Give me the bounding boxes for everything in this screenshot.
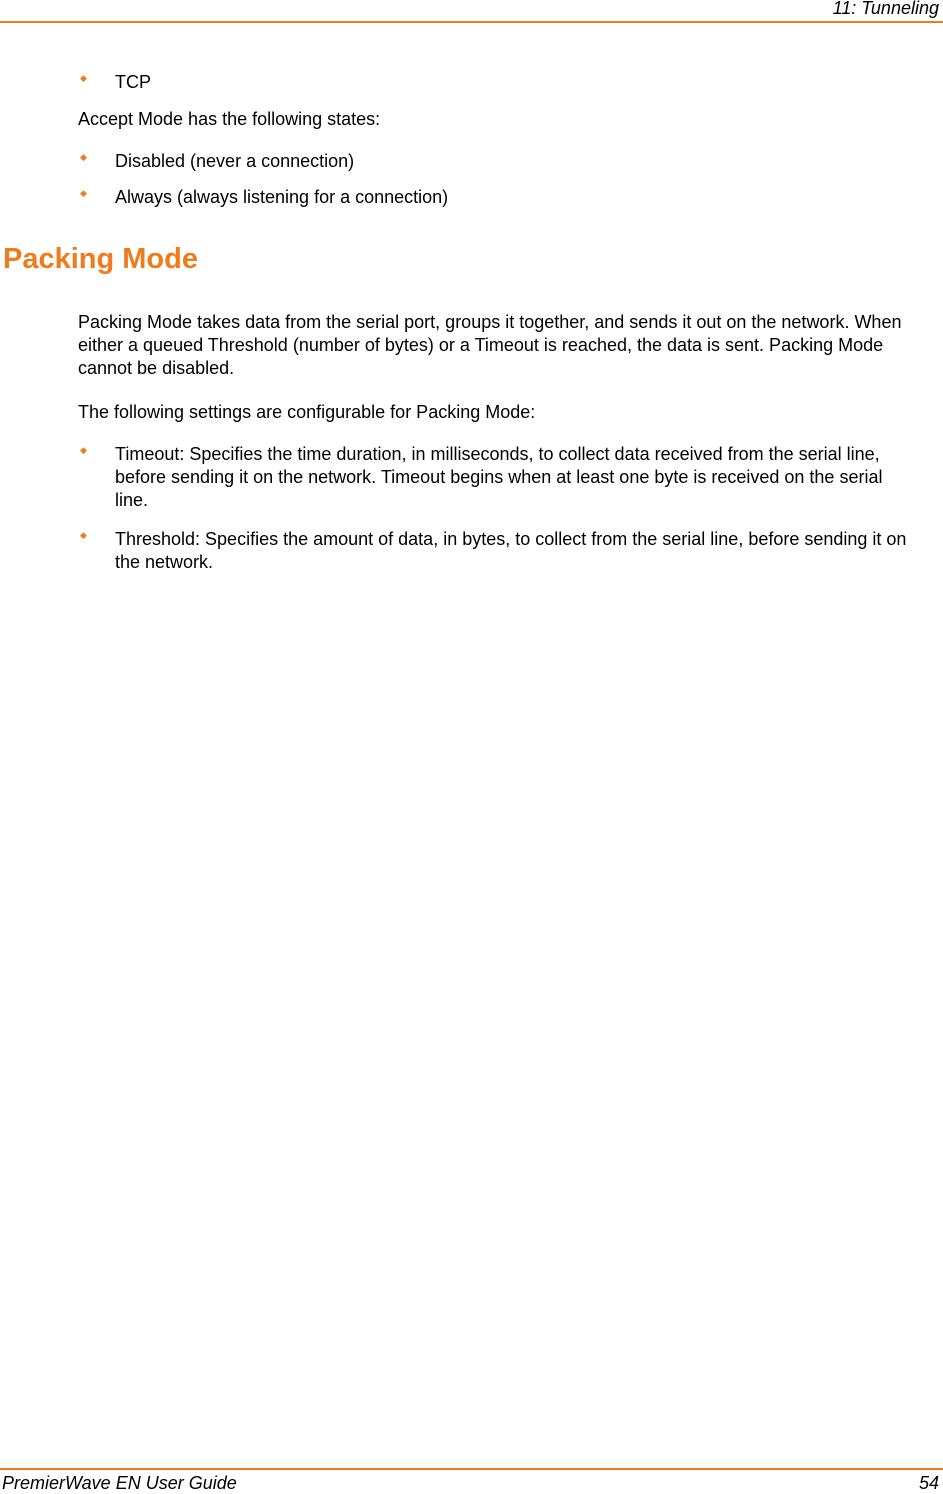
list-item-always [78,186,908,209]
list-item-text: Always (always listening for a connection) [115,187,449,207]
footer-divider [0,1468,943,1470]
list-item-timeout [78,443,908,512]
chapter-header: 11: Tunneling [832,0,939,18]
list-item-text: Disabled (never a connection) [115,151,355,171]
list-item-text: Threshold: Specifies the amount of data, in bytes, to collect from the serial line, before sending it on the network. [115,529,907,572]
settings-intro: The following settings are configurable for Packing Mode: [78,402,536,422]
diamond-bullet-icon: ◆ [80,530,87,540]
header-divider [0,21,943,23]
diamond-bullet-icon: ◆ [80,445,87,455]
list-item-threshold [78,528,908,574]
footer-guide-title: PremierWave EN User Guide [2,1473,237,1493]
diamond-bullet-icon: ◆ [80,188,87,198]
diamond-bullet-icon: ◆ [80,73,87,83]
list-item-disabled [78,150,908,173]
list-item-text: Timeout: Specifies the time duration, in milliseconds, to collect data received from the serial line, before sending it on the network. Timeout begins when at least one byte is received on the serial line. [115,444,883,510]
accept-mode-intro: Accept Mode has the following states: [78,109,381,129]
footer-page-number: 54 [918,1473,939,1493]
packing-mode-description: Packing Mode takes data from the serial port, groups it together, and sends it out on the network. When either a queued Threshold (number of bytes) or a Timeout is reached, the data is sent. Packing Mode cannot be disabled. [78,312,902,378]
list-item-tcp [78,71,908,94]
diamond-bullet-icon: ◆ [80,152,87,162]
list-item-text: TCP [115,72,151,92]
section-heading: Packing Mode [3,243,198,275]
